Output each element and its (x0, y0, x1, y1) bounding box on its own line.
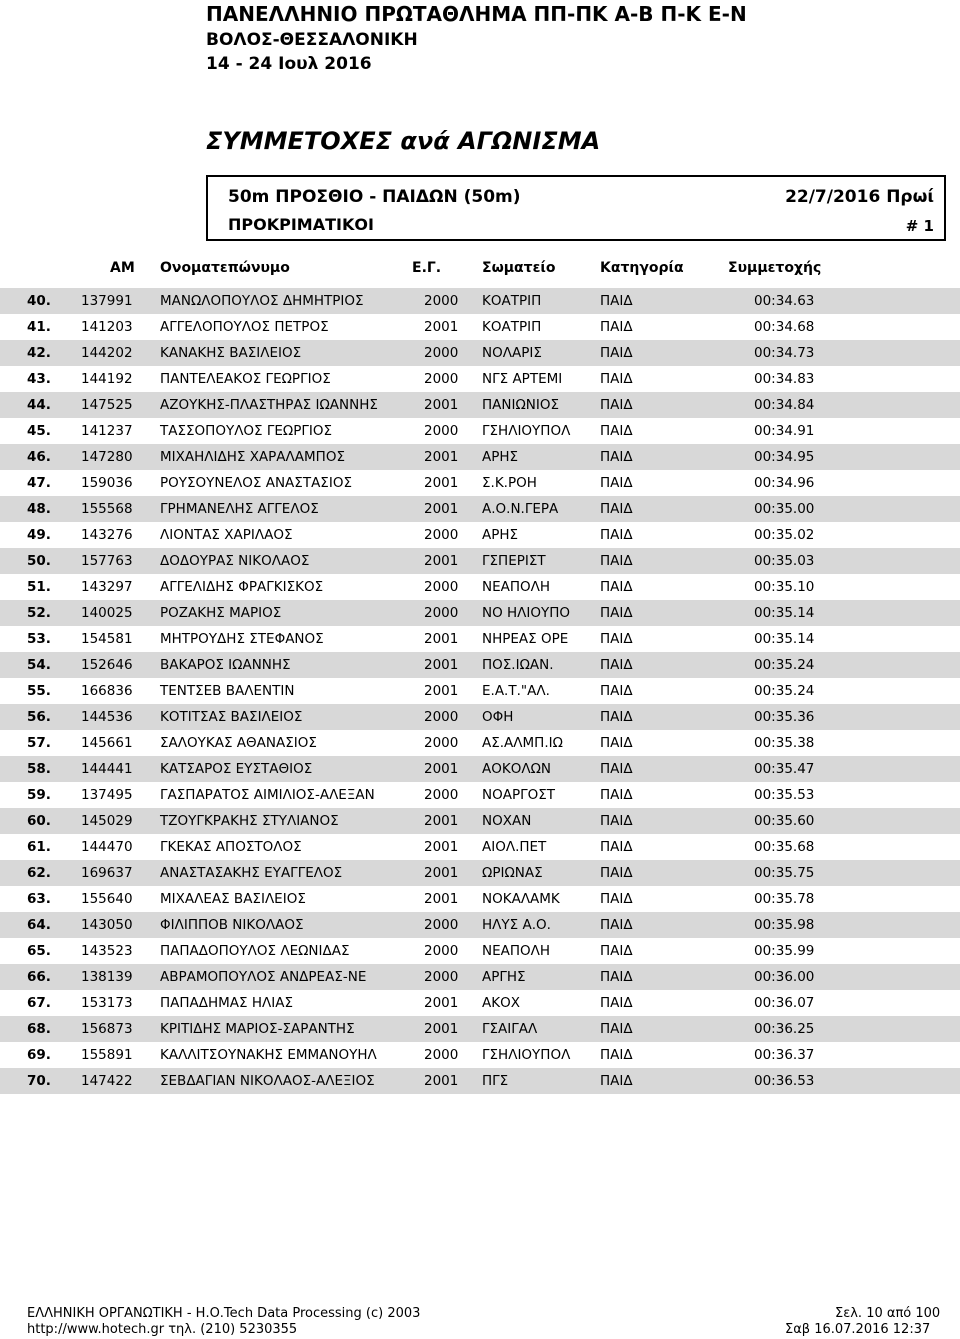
athlete-name: ΚΑΛΛΙΤΣΟΥΝΑΚΗΣ ΕΜΜΑΝΟΥΗΛ (160, 1047, 377, 1063)
athlete-name: ΡΟΥΣΟΥΝΕΛΟΣ ΑΝΑΣΤΑΣΙΟΣ (160, 475, 352, 491)
table-row (0, 522, 960, 548)
athlete-name: ΡΟΖΑΚΗΣ ΜΑΡΙΟΣ (160, 605, 282, 621)
category: ΠΑΙΔ (600, 553, 633, 569)
athlete-name: ΚΡΙΤΙΔΗΣ ΜΑΡΙΟΣ-ΣΑΡΑΝΤΗΣ (160, 1021, 355, 1037)
rank: 64. (27, 917, 51, 933)
club: ΠΑΝΙΩΝΙΟΣ (482, 397, 560, 413)
athlete-name: ΓΑΣΠΑΡΑΤΟΣ ΑΙΜΙΛΙΟΣ-ΑΛΕΞΑΝ (160, 787, 375, 803)
club: ΝΟΧΑΝ (482, 813, 532, 829)
am: 152646 (81, 657, 133, 673)
table-row (0, 1068, 960, 1094)
entry-time: 00:35.68 (754, 839, 815, 855)
entry-time: 00:35.47 (754, 761, 815, 777)
entry-time: 00:35.53 (754, 787, 815, 803)
birth-year: 2000 (424, 371, 459, 387)
birth-year: 2000 (424, 787, 459, 803)
club: ΝΟΛΑΡΙΣ (482, 345, 542, 361)
table-row (0, 756, 960, 782)
entry-time: 00:34.73 (754, 345, 815, 361)
entry-time: 00:34.84 (754, 397, 815, 413)
table-row (0, 600, 960, 626)
col-category: Κατηγορία (600, 260, 684, 276)
table-row (0, 834, 960, 860)
club: ΝΗΡΕΑΣ ΟΡΕ (482, 631, 569, 647)
rank: 41. (27, 319, 51, 335)
am: 143050 (81, 917, 133, 933)
birth-year: 2001 (424, 1021, 459, 1037)
am: 169637 (81, 865, 133, 881)
table-row (0, 782, 960, 808)
table-row (0, 964, 960, 990)
category: ΠΑΙΔ (600, 397, 633, 413)
birth-year: 2001 (424, 683, 459, 699)
club: ΝΟ ΗΛΙΟΥΠΟ (482, 605, 571, 621)
athlete-name: ΣΕΒΔΑΓΙΑΝ ΝΙΚΟΛΑΟΣ-ΑΛΕΞΙΟΣ (160, 1073, 375, 1089)
club: ΑΙΟΛ.ΠΕΤ (482, 839, 547, 855)
am: 143276 (81, 527, 133, 543)
am: 141203 (81, 319, 133, 335)
birth-year: 2001 (424, 813, 459, 829)
dates: 14 - 24 Ιουλ 2016 (206, 54, 372, 74)
rank: 40. (27, 293, 51, 309)
table-row (0, 704, 960, 730)
birth-year: 2000 (424, 917, 459, 933)
club: ΝΕΑΠΟΛΗ (482, 579, 551, 595)
club: ΟΦΗ (482, 709, 514, 725)
rank: 55. (27, 683, 51, 699)
venue: ΒΟΛΟΣ-ΘΕΣΣΑΛΟΝΙΚΗ (206, 30, 418, 50)
am: 144441 (81, 761, 133, 777)
rank: 61. (27, 839, 51, 855)
rank: 47. (27, 475, 51, 491)
table-row (0, 314, 960, 340)
birth-year: 2001 (424, 865, 459, 881)
category: ΠΑΙΔ (600, 449, 633, 465)
entry-time: 00:35.24 (754, 657, 815, 673)
club: Σ.Κ.ΡΟΗ (482, 475, 537, 491)
club: ΑΣ.ΑΛΜΠ.ΙΩ (482, 735, 563, 751)
club: ΝΕΑΠΟΛΗ (482, 943, 551, 959)
category: ΠΑΙΔ (600, 527, 633, 543)
birth-year: 2001 (424, 995, 459, 1011)
entry-time: 00:35.36 (754, 709, 815, 725)
category: ΠΑΙΔ (600, 1047, 633, 1063)
entry-time: 00:34.83 (754, 371, 815, 387)
footer-contact: http://www.hotech.gr τηλ. (210) 5230355 (27, 1322, 298, 1337)
rank: 62. (27, 865, 51, 881)
birth-year: 2001 (424, 657, 459, 673)
club: ΠΟΣ.ΙΩΑΝ. (482, 657, 554, 673)
am: 144536 (81, 709, 133, 725)
birth-year: 2000 (424, 345, 459, 361)
table-row (0, 392, 960, 418)
entry-time: 00:35.10 (754, 579, 815, 595)
entry-time: 00:36.37 (754, 1047, 815, 1063)
entry-time: 00:35.14 (754, 605, 815, 621)
table-row (0, 730, 960, 756)
birth-year: 2000 (424, 735, 459, 751)
am: 155640 (81, 891, 133, 907)
category: ΠΑΙΔ (600, 995, 633, 1011)
category: ΠΑΙΔ (600, 345, 633, 361)
category: ΠΑΙΔ (600, 865, 633, 881)
event-date: 22/7/2016 Πρωί (785, 187, 934, 207)
col-am: ΑΜ (110, 260, 135, 276)
athlete-name: ΜΗΤΡΟΥΔΗΣ ΣΤΕΦΑΝΟΣ (160, 631, 324, 647)
entry-time: 00:35.60 (754, 813, 815, 829)
am: 155568 (81, 501, 133, 517)
rank: 52. (27, 605, 51, 621)
table-row (0, 366, 960, 392)
rank: 54. (27, 657, 51, 673)
table-row (0, 652, 960, 678)
category: ΠΑΙΔ (600, 735, 633, 751)
athlete-name: ΒΑΚΑΡΟΣ ΙΩΑΝΝΗΣ (160, 657, 291, 673)
rank: 42. (27, 345, 51, 361)
athlete-name: ΑΝΑΣΤΑΣΑΚΗΣ ΕΥΑΓΓΕΛΟΣ (160, 865, 343, 881)
entry-time: 00:34.95 (754, 449, 815, 465)
club: ΑΡΗΣ (482, 449, 519, 465)
rank: 51. (27, 579, 51, 595)
table-row (0, 990, 960, 1016)
athlete-name: ΦΙΛΙΠΠΟΒ ΝΙΚΟΛΑΟΣ (160, 917, 304, 933)
birth-year: 2001 (424, 319, 459, 335)
athlete-name: ΠΑΝΤΕΛΕΑΚΟΣ ΓΕΩΡΓΙΟΣ (160, 371, 331, 387)
birth-year: 2001 (424, 449, 459, 465)
rank: 58. (27, 761, 51, 777)
table-row (0, 860, 960, 886)
birth-year: 2001 (424, 501, 459, 517)
birth-year: 2001 (424, 475, 459, 491)
am: 153173 (81, 995, 133, 1011)
entry-time: 00:34.63 (754, 293, 815, 309)
athlete-name: ΜΙΧΑΛΕΑΣ ΒΑΣΙΛΕΙΟΣ (160, 891, 306, 907)
rank: 43. (27, 371, 51, 387)
athlete-name: ΜΙΧΑΗΛΙΔΗΣ ΧΑΡΑΛΑΜΠΟΣ (160, 449, 345, 465)
table-row (0, 912, 960, 938)
entry-time: 00:35.03 (754, 553, 815, 569)
athlete-name: ΓΡΗΜΑΝΕΛΗΣ ΑΓΓΕΛΟΣ (160, 501, 319, 517)
athlete-name: ΑΒΡΑΜΟΠΟΥΛΟΣ ΑΝΔΡΕΑΣ-ΝΕ (160, 969, 367, 985)
club: ΝΓΣ ΑΡΤΕΜΙ (482, 371, 563, 387)
page-title: ΣΥΜΜΕΤΟΧΕΣ ανά ΑΓΩΝΙΣΜΑ (206, 127, 601, 155)
event-round: ΠΡΟΚΡΙΜΑΤΙΚΟΙ (228, 215, 374, 234)
entry-time: 00:36.07 (754, 995, 815, 1011)
birth-year: 2001 (424, 553, 459, 569)
rank: 57. (27, 735, 51, 751)
event-name: 50m ΠΡΟΣΘΙΟ - ΠΑΙΔΩΝ (50m) (228, 187, 521, 207)
category: ΠΑΙΔ (600, 787, 633, 803)
birth-year: 2000 (424, 605, 459, 621)
entries-table (0, 288, 960, 1094)
birth-year: 2000 (424, 293, 459, 309)
birth-year: 2000 (424, 943, 459, 959)
club: Α.Ο.Ν.ΓΕΡΑ (482, 501, 559, 517)
rank: 48. (27, 501, 51, 517)
rank: 45. (27, 423, 51, 439)
col-entry-time: Συμμετοχής (728, 260, 822, 276)
category: ΠΑΙΔ (600, 293, 633, 309)
category: ΠΑΙΔ (600, 761, 633, 777)
table-row (0, 626, 960, 652)
table-row (0, 574, 960, 600)
athlete-name: ΛΙΟΝΤΑΣ ΧΑΡΙΛΑΟΣ (160, 527, 293, 543)
athlete-name: ΜΑΝΩΛΟΠΟΥΛΟΣ ΔΗΜΗΤΡΙΟΣ (160, 293, 364, 309)
club: ΑΟΚΟΛΩΝ (482, 761, 551, 777)
rank: 60. (27, 813, 51, 829)
rank: 50. (27, 553, 51, 569)
rank: 46. (27, 449, 51, 465)
athlete-name: ΣΑΛΟΥΚΑΣ ΑΘΑΝΑΣΙΟΣ (160, 735, 317, 751)
category: ΠΑΙΔ (600, 813, 633, 829)
table-row (0, 444, 960, 470)
club: ΝΟΑΡΓΟΣΤ (482, 787, 556, 803)
am: 156873 (81, 1021, 133, 1037)
athlete-name: ΚΑΝΑΚΗΣ ΒΑΣΙΛΕΙΟΣ (160, 345, 302, 361)
championship-title: ΠΑΝΕΛΛΗΝΙΟ ΠΡΩΤΑΘΛΗΜΑ ΠΠ-ΠΚ Α-Β Π-Κ Ε-Ν (206, 2, 747, 26)
table-row (0, 808, 960, 834)
rank: 44. (27, 397, 51, 413)
club: ΓΣΑΙΓΑΛ (482, 1021, 538, 1037)
rank: 56. (27, 709, 51, 725)
birth-year: 2001 (424, 839, 459, 855)
table-row (0, 548, 960, 574)
entry-time: 00:35.75 (754, 865, 815, 881)
am: 137495 (81, 787, 133, 803)
club: ΑΡΗΣ (482, 527, 519, 543)
athlete-name: ΤΑΣΣΟΠΟΥΛΟΣ ΓΕΩΡΓΙΟΣ (160, 423, 333, 439)
category: ΠΑΙΔ (600, 475, 633, 491)
rank: 63. (27, 891, 51, 907)
col-year: Ε.Γ. (412, 260, 442, 276)
table-row (0, 886, 960, 912)
club: ΩΡΙΩΝΑΣ (482, 865, 543, 881)
category: ΠΑΙΔ (600, 969, 633, 985)
category: ΠΑΙΔ (600, 1021, 633, 1037)
birth-year: 2001 (424, 397, 459, 413)
club: ΓΣΗΛΙΟΥΠΟΛ (482, 1047, 571, 1063)
athlete-name: ΓΚΕΚΑΣ ΑΠΟΣΤΟΛΟΣ (160, 839, 302, 855)
category: ΠΑΙΔ (600, 709, 633, 725)
footer-printed: Σαβ 16.07.2016 12:37 (785, 1322, 931, 1337)
am: 140025 (81, 605, 133, 621)
entry-time: 00:36.00 (754, 969, 815, 985)
table-row (0, 470, 960, 496)
table-row (0, 938, 960, 964)
table-row (0, 288, 960, 314)
club: Ε.Α.Τ."ΑΛ. (482, 683, 550, 699)
footer-page: Σελ. 10 από 100 (835, 1306, 941, 1321)
category: ΠΑΙΔ (600, 917, 633, 933)
entry-time: 00:34.96 (754, 475, 815, 491)
entry-time: 00:35.02 (754, 527, 815, 543)
birth-year: 2000 (424, 709, 459, 725)
club: ΑΡΓΗΣ (482, 969, 526, 985)
am: 138139 (81, 969, 133, 985)
rank: 53. (27, 631, 51, 647)
birth-year: 2000 (424, 527, 459, 543)
am: 137991 (81, 293, 133, 309)
am: 166836 (81, 683, 133, 699)
club: ΓΣΠΕΡΙΣΤ (482, 553, 546, 569)
birth-year: 2000 (424, 423, 459, 439)
birth-year: 2001 (424, 1073, 459, 1089)
am: 147280 (81, 449, 133, 465)
entry-time: 00:35.99 (754, 943, 815, 959)
entry-time: 00:34.68 (754, 319, 815, 335)
table-row (0, 418, 960, 444)
am: 159036 (81, 475, 133, 491)
am: 144202 (81, 345, 133, 361)
birth-year: 2000 (424, 969, 459, 985)
category: ΠΑΙΔ (600, 631, 633, 647)
table-row (0, 1016, 960, 1042)
am: 157763 (81, 553, 133, 569)
category: ΠΑΙΔ (600, 891, 633, 907)
am: 143523 (81, 943, 133, 959)
athlete-name: ΚΑΤΣΑΡΟΣ ΕΥΣΤΑΘΙΟΣ (160, 761, 313, 777)
rank: 69. (27, 1047, 51, 1063)
category: ΠΑΙΔ (600, 839, 633, 855)
rank: 66. (27, 969, 51, 985)
club: ΑΚΟΧ (482, 995, 520, 1011)
birth-year: 2001 (424, 631, 459, 647)
table-row (0, 1042, 960, 1068)
athlete-name: ΠΑΠΑΔΟΠΟΥΛΟΣ ΛΕΩΝΙΔΑΣ (160, 943, 350, 959)
category: ΠΑΙΔ (600, 371, 633, 387)
am: 144470 (81, 839, 133, 855)
club: ΚΟΑΤΡΙΠ (482, 319, 542, 335)
event-box (206, 175, 946, 241)
table-row (0, 496, 960, 522)
category: ΠΑΙΔ (600, 943, 633, 959)
entry-time: 00:36.25 (754, 1021, 815, 1037)
am: 154581 (81, 631, 133, 647)
category: ΠΑΙΔ (600, 1073, 633, 1089)
entry-time: 00:34.91 (754, 423, 815, 439)
club: ΠΓΣ (482, 1073, 509, 1089)
am: 155891 (81, 1047, 133, 1063)
category: ΠΑΙΔ (600, 423, 633, 439)
birth-year: 2000 (424, 1047, 459, 1063)
rank: 49. (27, 527, 51, 543)
rank: 68. (27, 1021, 51, 1037)
category: ΠΑΙΔ (600, 683, 633, 699)
athlete-name: ΠΑΠΑΔΗΜΑΣ ΗΛΙΑΣ (160, 995, 293, 1011)
table-row (0, 340, 960, 366)
entry-time: 00:35.14 (754, 631, 815, 647)
entry-time: 00:35.78 (754, 891, 815, 907)
table-row (0, 678, 960, 704)
rank: 70. (27, 1073, 51, 1089)
club: ΝΟΚΑΛΑΜΚ (482, 891, 560, 907)
athlete-name: ΚΟΤΙΤΣΑΣ ΒΑΣΙΛΕΙΟΣ (160, 709, 303, 725)
entry-time: 00:36.53 (754, 1073, 815, 1089)
rank: 59. (27, 787, 51, 803)
category: ΠΑΙΔ (600, 501, 633, 517)
athlete-name: ΑΓΓΕΛΟΠΟΥΛΟΣ ΠΕΤΡΟΣ (160, 319, 329, 335)
entry-time: 00:35.38 (754, 735, 815, 751)
entry-time: 00:35.98 (754, 917, 815, 933)
club: ΗΛΥΣ Α.Ο. (482, 917, 551, 933)
athlete-name: ΑΓΓΕΛΙΔΗΣ ΦΡΑΓΚΙΣΚΟΣ (160, 579, 324, 595)
athlete-name: ΤΖΟΥΓΚΡΑΚΗΣ ΣΤΥΛΙΑΝΟΣ (160, 813, 339, 829)
am: 141237 (81, 423, 133, 439)
athlete-name: ΑΖΟΥΚΗΣ-ΠΛΑΣΤΗΡΑΣ ΙΩΑΝΝΗΣ (160, 397, 378, 413)
rank: 67. (27, 995, 51, 1011)
col-name: Ονοματεπώνυμο (160, 260, 290, 276)
club: ΓΣΗΛΙΟΥΠΟΛ (482, 423, 571, 439)
footer-organizer: ΕΛΛΗΝΙΚΗ ΟΡΓΑΝΩΤΙΚΗ - Η.Ο.Tech Data Processing (c) 2003 (27, 1306, 421, 1321)
am: 143297 (81, 579, 133, 595)
am: 145661 (81, 735, 133, 751)
athlete-name: ΤΕΝΤΣΕΒ ΒΑΛΕΝΤΙΝ (160, 683, 295, 699)
club: ΚΟΑΤΡΙΠ (482, 293, 542, 309)
category: ΠΑΙΔ (600, 657, 633, 673)
am: 147422 (81, 1073, 133, 1089)
category: ΠΑΙΔ (600, 319, 633, 335)
rank: 65. (27, 943, 51, 959)
category: ΠΑΙΔ (600, 605, 633, 621)
am: 145029 (81, 813, 133, 829)
am: 144192 (81, 371, 133, 387)
birth-year: 2000 (424, 579, 459, 595)
entry-time: 00:35.00 (754, 501, 815, 517)
category: ΠΑΙΔ (600, 579, 633, 595)
athlete-name: ΔΟΔΟΥΡΑΣ ΝΙΚΟΛΑΟΣ (160, 553, 310, 569)
heat-number: # 1 (905, 217, 934, 235)
col-club: Σωματείο (482, 260, 556, 276)
am: 147525 (81, 397, 133, 413)
birth-year: 2001 (424, 891, 459, 907)
birth-year: 2001 (424, 761, 459, 777)
entry-time: 00:35.24 (754, 683, 815, 699)
